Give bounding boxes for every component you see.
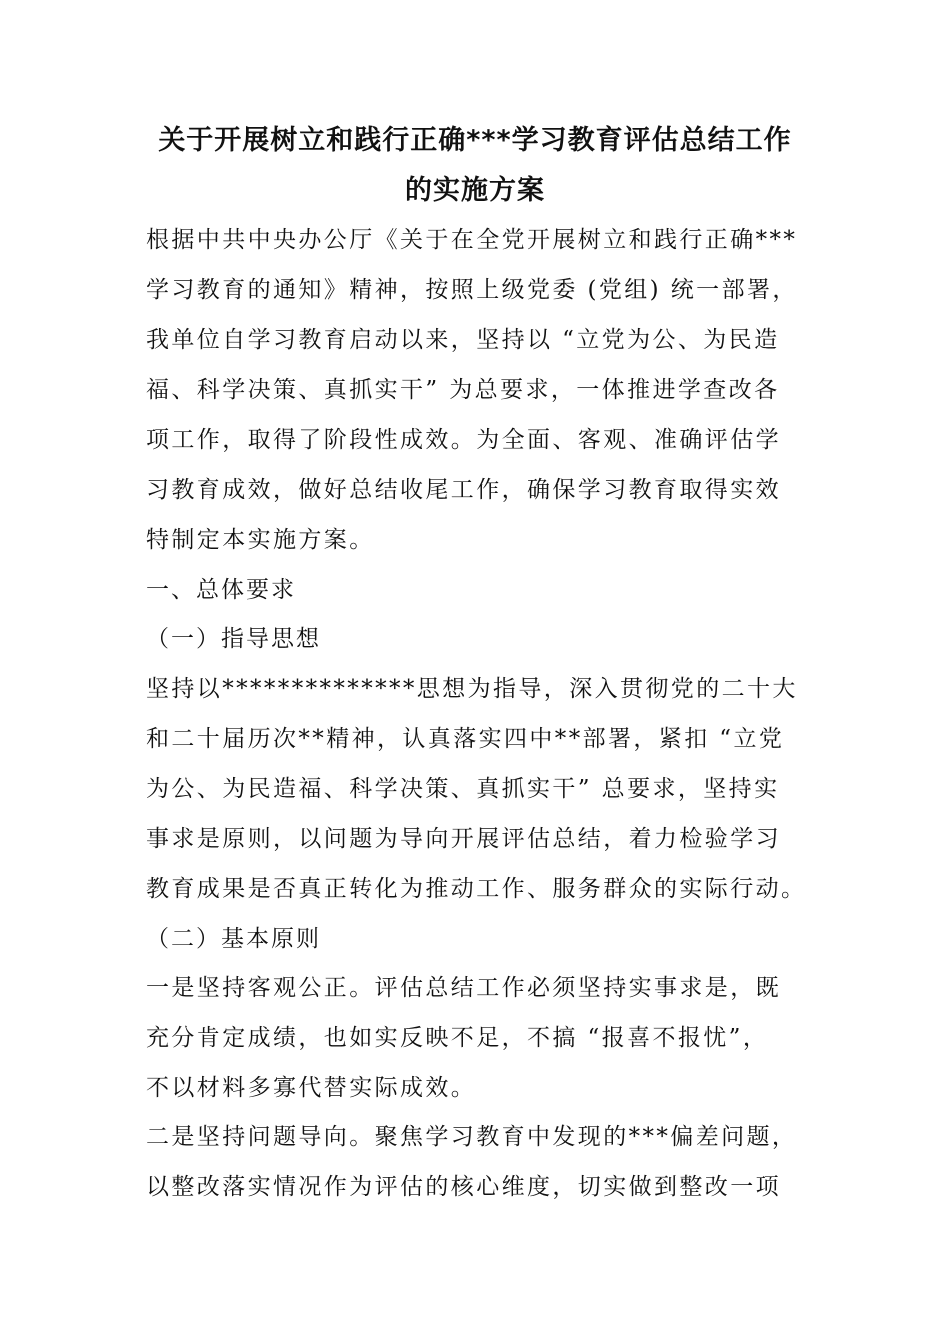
body-line-18: 不以材料多寡代替实际成效。 bbox=[146, 1075, 477, 1101]
body-line-16: 一是坚持客观公正。评估总结工作必须坚持实事求是，既 bbox=[146, 975, 781, 1001]
body-line-11: 和二十届历次**精神，认真落实四中**部署，紧扣 “立党 bbox=[146, 726, 785, 752]
body-line-3: 我单位自学习教育启动以来，坚持以 “立党为公、为民造 bbox=[146, 327, 780, 353]
body-line-2: 学习教育的通知》精神，按照上级党委 (党组) 统一部署， bbox=[146, 277, 798, 303]
body-line-7: 特制定本实施方案。 bbox=[146, 527, 375, 553]
body-line-1: 根据中共中央办公厅《关于在全党开展树立和践行正确*** bbox=[146, 227, 798, 253]
body-line-13: 事求是原则，以问题为导向开展评估总结，着力检验学习 bbox=[146, 826, 781, 852]
body-line-20: 以整改落实情况作为评估的核心维度，切实做到整改一项 bbox=[146, 1174, 781, 1200]
subsection-heading-2: （二）基本原则 bbox=[146, 926, 321, 952]
section-heading-1: 一、总体要求 bbox=[146, 577, 296, 603]
body-line-4: 福、科学决策、真抓实干” 为总要求，一体推进学查改各 bbox=[146, 377, 780, 403]
body-line-12: 为公、为民造福、科学决策、真抓实干” 总要求，坚持实 bbox=[146, 776, 780, 802]
document-title-line-1: 关于开展树立和践行正确***学习教育评估总结工作 bbox=[158, 125, 792, 156]
body-line-17: 充分肯定成绩，也如实反映不足，不搞 “报喜不报忧”， bbox=[146, 1025, 769, 1051]
body-line-10: 坚持以**************思想为指导，深入贯彻党的二十大 bbox=[146, 676, 798, 702]
body-line-5: 项工作，取得了阶段性成效。为全面、客观、准确评估学 bbox=[146, 427, 781, 453]
subsection-heading-1: （一）指导思想 bbox=[146, 626, 321, 652]
body-line-19: 二是坚持问题导向。聚焦学习教育中发现的***偏差问题， bbox=[146, 1124, 798, 1150]
body-line-14: 教育成果是否真正转化为推动工作、服务群众的实际行动。 bbox=[146, 876, 807, 902]
document-title-line-2: 的实施方案 bbox=[405, 175, 545, 206]
body-line-6: 习教育成效，做好总结收尾工作，确保学习教育取得实效 bbox=[146, 477, 781, 503]
